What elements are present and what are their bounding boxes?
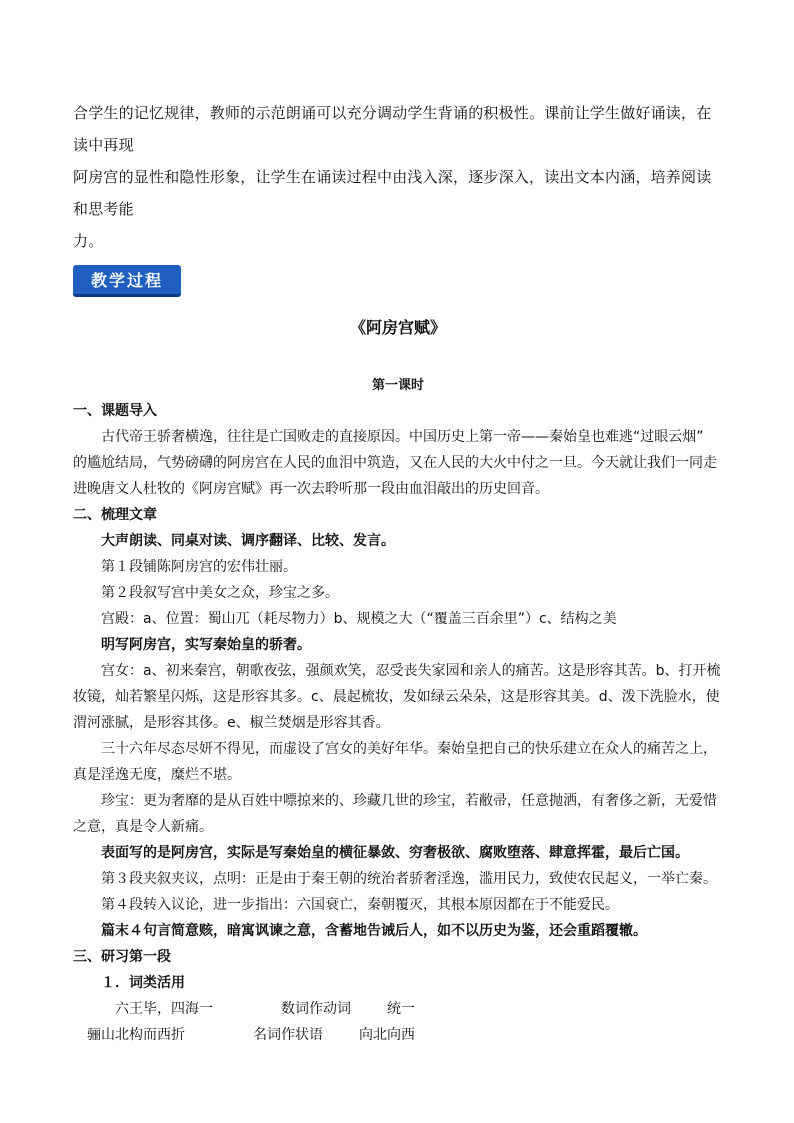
- intro-text-line: 进晚唐文人杜牧的《阿房宫赋》再一次去聆听那一段由血泪敲出的历史回音。: [73, 481, 549, 497]
- women-line: 渭河涨腻，是形容其侈。e、椒兰焚烟是形容其香。: [73, 715, 390, 731]
- treasure-line: 珍宝：更为奢靡的是从百姓中嘌掠来的、珍藏几世的珍宝，若敝帚，任意抛洒，有奢侈之新，无爱惜: [101, 793, 717, 809]
- intro-text-line: 的尴尬结局，气势磅礴的阿房宫在人民的血泪中筑造，又在人民的大火中付之一旦。今天就让我们一同走: [73, 455, 717, 471]
- vocab-example: 骊山北构而西折: [87, 1027, 185, 1043]
- treasure-line: 之意，真是令人新痛。: [73, 819, 213, 835]
- intro-paragraph: [73, 97, 723, 257]
- palace-summary: 明写阿房宫，实写秦始皇的骄奢。: [101, 637, 311, 653]
- years-line: 三十六年尽态尽妍不得见，而虚设了宫女的美好年华。秦始皇把自己的快乐建立在众人的痛苦之上，: [101, 741, 717, 757]
- section-heading: 二、梳理文章: [73, 507, 157, 523]
- ending-summary: 篇末４句言简意赅，暗寓讽谏之意，含蓄地告诫后人，如不以历史为鉴，还会重蹈覆辙。: [101, 923, 647, 939]
- section-heading: 一、课题导入: [73, 403, 157, 419]
- paragraph-summary: 第１段铺陈阿房宫的宏伟壮丽。: [101, 559, 297, 575]
- section-heading: 三、研习第一段: [73, 949, 171, 965]
- intro-line: 合学生的记忆规律，教师的示范朗诵可以充分调动学生背诵的积极性。课前让学生做好诵读，在读中再现: [73, 104, 712, 154]
- intro-line: 阿房宫的显性和隐性形象，让学生在诵读过程中由浅入深，逐步深入，读出文本内涵，培养阅读和思考能: [73, 168, 712, 218]
- vocab-usage: 数词作动词: [281, 1001, 351, 1017]
- vocab-example: 六王毕，四海一: [115, 1001, 213, 1017]
- document-page: [73, 97, 723, 1048]
- paragraph-summary: 第２段叙写宫中美女之众，珍宝之多。: [101, 585, 339, 601]
- method-line: 大声朗读、同桌对读、调序翻译、比较、发言。: [101, 533, 395, 549]
- vocab-usage: 名词作状语: [253, 1027, 323, 1043]
- surface-summary: 表面写的是阿房宫，实际是写秦始皇的横征暴敛、穷奢极欲、腐败堕落、肆意挥霍，最后亡国。: [101, 845, 689, 861]
- years-line: 真是淫逸无度，糜烂不堪。: [73, 767, 241, 783]
- session-heading: 第一课时: [371, 378, 424, 393]
- intro-text-line: 古代帝王骄奢横逸，往往是亡国败走的直接原因。中国历史上第一帝——秦始皇也难逃“过眼云烟”: [101, 429, 704, 445]
- paragraph-summary: 第４段转入议论，进一步指出：六国衰亡，秦朝覆灭，其根本原因都在于不能爱民。: [101, 897, 619, 913]
- women-line: 宫女：a、初来秦宫，朝歌夜弦，强颜欢笑，忍受丧失家园和亲人的痛苦。这是形容其苦。b、打开梳: [101, 663, 721, 679]
- teaching-process-badge: 教学过程: [73, 265, 181, 297]
- vocab-meaning: 向北向西: [359, 1027, 415, 1043]
- subsection-heading: １．词类活用: [101, 975, 185, 991]
- vocab-row: [73, 1022, 723, 1048]
- vocab-meaning: 统一: [387, 1001, 415, 1017]
- women-line: 妆镜，灿若繁星闪烁，这是形容其多。c、晨起梳妆，发如绿云朵朵，这是形容其美。d、泼下洗脸水，使: [73, 689, 720, 705]
- intro-line: 力。: [73, 232, 104, 250]
- vocab-row: [73, 996, 723, 1022]
- palace-line: 宫殿：a、位置：蜀山兀（耗尽物力）b、规模之大（“覆盖三百余里”）c、结构之美: [101, 611, 617, 627]
- lesson-body: [73, 398, 723, 1048]
- document-title: 《阿房宫赋》: [349, 318, 446, 337]
- paragraph-summary: 第３段夹叙夹议，点明：正是由于秦王朝的统治者骄奢淫逸，滥用民力，致使农民起义，一举亡秦。: [101, 871, 717, 887]
